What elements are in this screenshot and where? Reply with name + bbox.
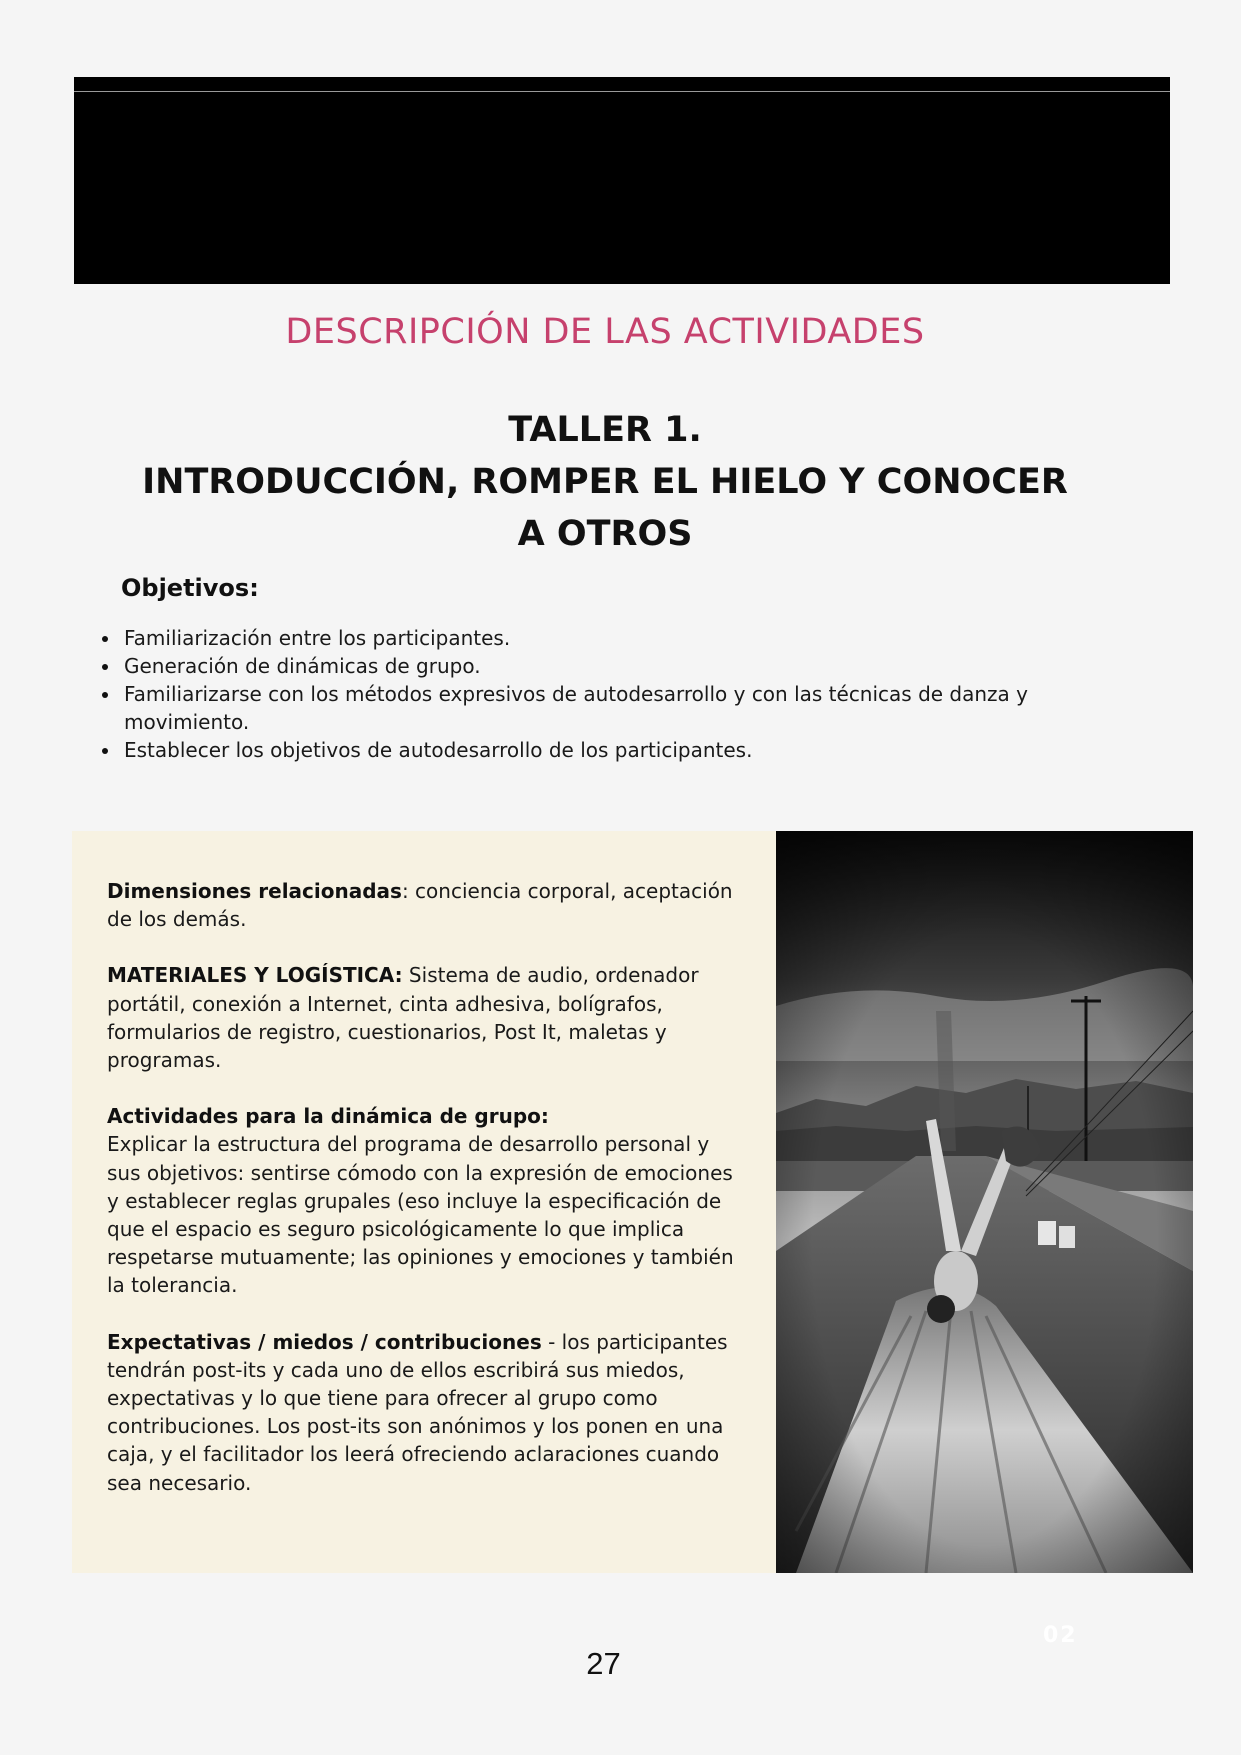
- objective-item: Familiarizarse con los métodos expresivos de autodesarrollo y con las técnicas de danza y movimiento.: [124, 680, 1084, 736]
- materials-label: MATERIALES Y LOGÍSTICA:: [107, 963, 403, 988]
- info-panel: [72, 831, 776, 1573]
- banner-divider: [74, 91, 1170, 92]
- objective-item: Generación de dinámicas de grupo.: [124, 652, 1084, 680]
- materials-text: Sistema de audio, ordenador portátil, conexión a Internet, cinta adhesiva, bolígrafos, formularios de registro, cuestionarios, Post It, maletas y programas.: [107, 963, 699, 1073]
- workshop-title: [120, 404, 1090, 560]
- page-number: 27: [586, 1646, 621, 1681]
- dimensions-text: : conciencia corporal, aceptación de los demás.: [107, 879, 733, 932]
- materials-paragraph: [107, 961, 747, 1074]
- activities-text: Explicar la estructura del programa de desarrollo personal y sus objetivos: sentirse cómodo con la expresión de emociones y establecer reglas grupales (eso incluye la especificación de que el espacio es seguro psicológicamente lo que implica respetarse mutuamente; las opiniones y emociones y también la tolerancia.: [107, 1132, 734, 1298]
- objectives-list: [124, 624, 1084, 764]
- workshop-title-line-1: TALLER 1.: [508, 410, 702, 450]
- dancer-photo-illustration: [776, 831, 1193, 1573]
- workshop-title-line-3: A OTROS: [517, 514, 693, 554]
- section-number-label: 02: [1043, 1623, 1078, 1648]
- section-title: DESCRIPCIÓN DE LAS ACTIVIDADES: [285, 312, 925, 352]
- dimensions-paragraph: [107, 877, 747, 933]
- workshop-title-line-2: INTRODUCCIÓN, ROMPER EL HIELO Y CONOCER: [142, 462, 1068, 502]
- dancer-on-road-photo: [776, 831, 1193, 1573]
- activities-label: Actividades para la dinámica de grupo:: [107, 1104, 549, 1129]
- objectives-heading: Objetivos:: [121, 574, 259, 602]
- activities-paragraph: [107, 1102, 747, 1299]
- objective-item: Familiarización entre los participantes.: [124, 624, 1084, 652]
- header-banner: [74, 77, 1170, 284]
- info-text: [107, 877, 747, 1525]
- expectations-text: - los participantes tendrán post-its y cada uno de ellos escribirá sus miedos, expectativas y lo que tiene para ofrecer al grupo como contribuciones. Los post-its son anónimos y los ponen en una caja, y el facilitador los leerá ofreciendo aclaraciones cuando sea necesario.: [107, 1329, 728, 1495]
- objective-item: Establecer los objetivos de autodesarrollo de los participantes.: [124, 736, 1084, 764]
- expectations-label: Expectativas / miedos / contribuciones: [107, 1329, 542, 1354]
- expectations-paragraph: [107, 1328, 747, 1497]
- dimensions-label: Dimensiones relacionadas: [107, 879, 402, 903]
